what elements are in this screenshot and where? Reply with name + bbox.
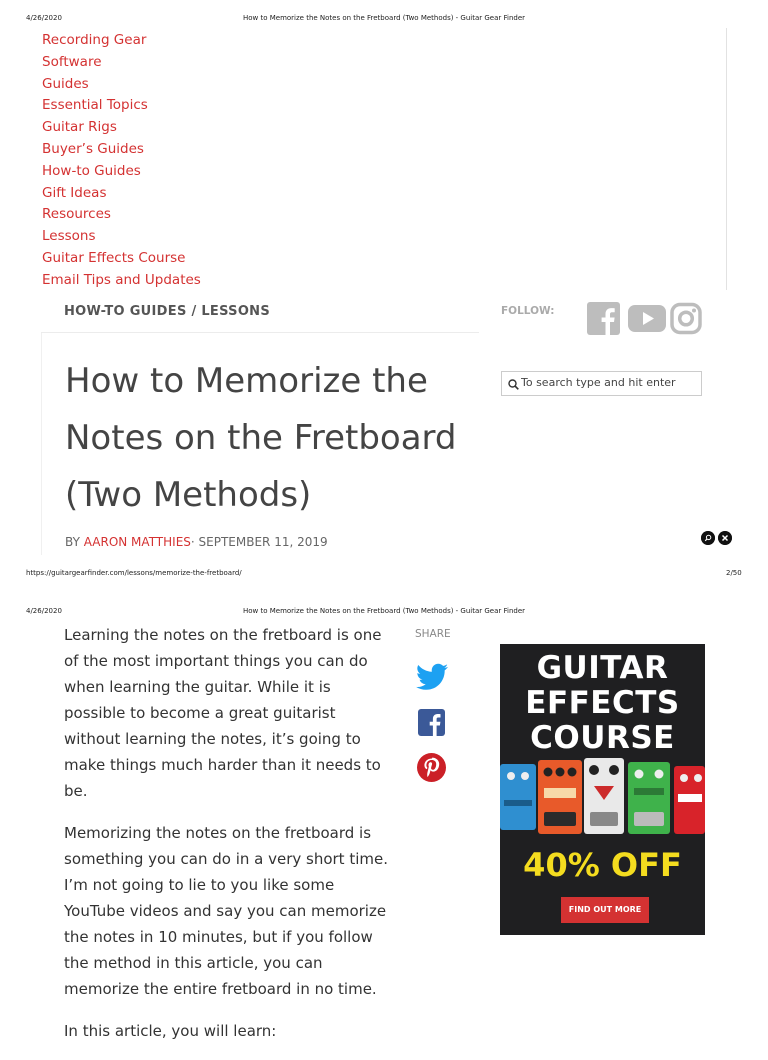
facebook-share-icon[interactable] (418, 709, 445, 736)
nav-item[interactable]: Guitar Rigs (42, 119, 117, 136)
facebook-icon[interactable] (587, 302, 620, 335)
print-page-number: 2/50 (726, 569, 742, 577)
nav-list (42, 30, 201, 292)
nav-menu (38, 28, 727, 290)
zoom-icon[interactable] (701, 531, 715, 545)
search-input[interactable] (521, 376, 696, 389)
ad-line-2: EFFECTS (525, 685, 680, 721)
close-icon[interactable] (718, 531, 732, 545)
nav-item[interactable]: Buyer’s Guides (42, 140, 144, 157)
ad-discount: 40% OFF (523, 846, 682, 884)
find-out-more-button[interactable]: FIND OUT MORE (561, 897, 649, 923)
nav-item[interactable]: Gift Ideas (42, 184, 107, 201)
ad-line-3: COURSE (530, 720, 675, 756)
nav-item[interactable]: Guides (42, 75, 89, 92)
article-body (64, 622, 394, 1060)
nav-item[interactable]: Resources (42, 206, 111, 223)
nav-item[interactable]: Guitar Effects Course (42, 249, 186, 266)
article-paragraph: Memorizing the notes on the fretboard is something you can do in a very short time. I’m not going to lie to you like some YouTube videos and say you can memorize the notes in 10 minutes, but if you follow the method in this article, you can memorize the entire fretboard in no time. (64, 824, 388, 998)
youtube-icon[interactable] (628, 302, 666, 335)
nav-item[interactable]: Recording Gear (42, 32, 147, 48)
search-box (501, 371, 702, 396)
print-url: https://guitargearfinder.com/lessons/memorize-the-fretboard/ (26, 569, 242, 577)
search-icon (508, 379, 519, 390)
nav-item[interactable]: Lessons (42, 228, 96, 245)
publish-date: · SEPTEMBER 11, 2019 (190, 535, 328, 549)
page-title: How to Memorize the Notes on the Fretboard (Two Methods) (65, 361, 457, 515)
nav-item[interactable]: Software (42, 53, 102, 70)
follow-label: FOLLOW: (501, 305, 555, 317)
article-paragraph: In this article, you will learn: (64, 1022, 277, 1040)
nav-item[interactable]: Email Tips and Updates (42, 271, 201, 288)
pinterest-icon[interactable] (417, 753, 446, 782)
nav-item[interactable]: Essential Topics (42, 97, 148, 114)
print-date: 4/26/2020 (26, 14, 62, 22)
instagram-icon[interactable] (670, 302, 702, 335)
print-title: How to Memorize the Notes on the Fretboard (Two Methods) - Guitar Gear Finder (242, 14, 526, 22)
title-card (41, 333, 480, 555)
twitter-icon[interactable] (416, 663, 448, 691)
ad-banner[interactable] (500, 644, 705, 935)
breadcrumb[interactable]: HOW-TO GUIDES / LESSONS (64, 304, 271, 319)
ad-line-1: GUITAR (536, 650, 669, 686)
byline (65, 535, 328, 549)
author-link[interactable]: AARON MATTHIES (83, 535, 191, 549)
article-paragraph: Learning the notes on the fretboard is one of the most important things you can do when learning the guitar. While it is possible to become a great guitarist without learning the notes, it’s going to make things much harder than it needs to be. (64, 626, 382, 800)
print-date-2: 4/26/2020 (26, 607, 62, 615)
byline-by: BY (65, 535, 80, 549)
breadcrumb-bar (41, 290, 479, 333)
share-label: SHARE (415, 628, 451, 640)
effects-pedals-illustration (500, 756, 705, 840)
print-title-2: How to Memorize the Notes on the Fretboard (Two Methods) - Guitar Gear Finder (242, 607, 526, 615)
nav-item[interactable]: How-to Guides (42, 162, 141, 179)
